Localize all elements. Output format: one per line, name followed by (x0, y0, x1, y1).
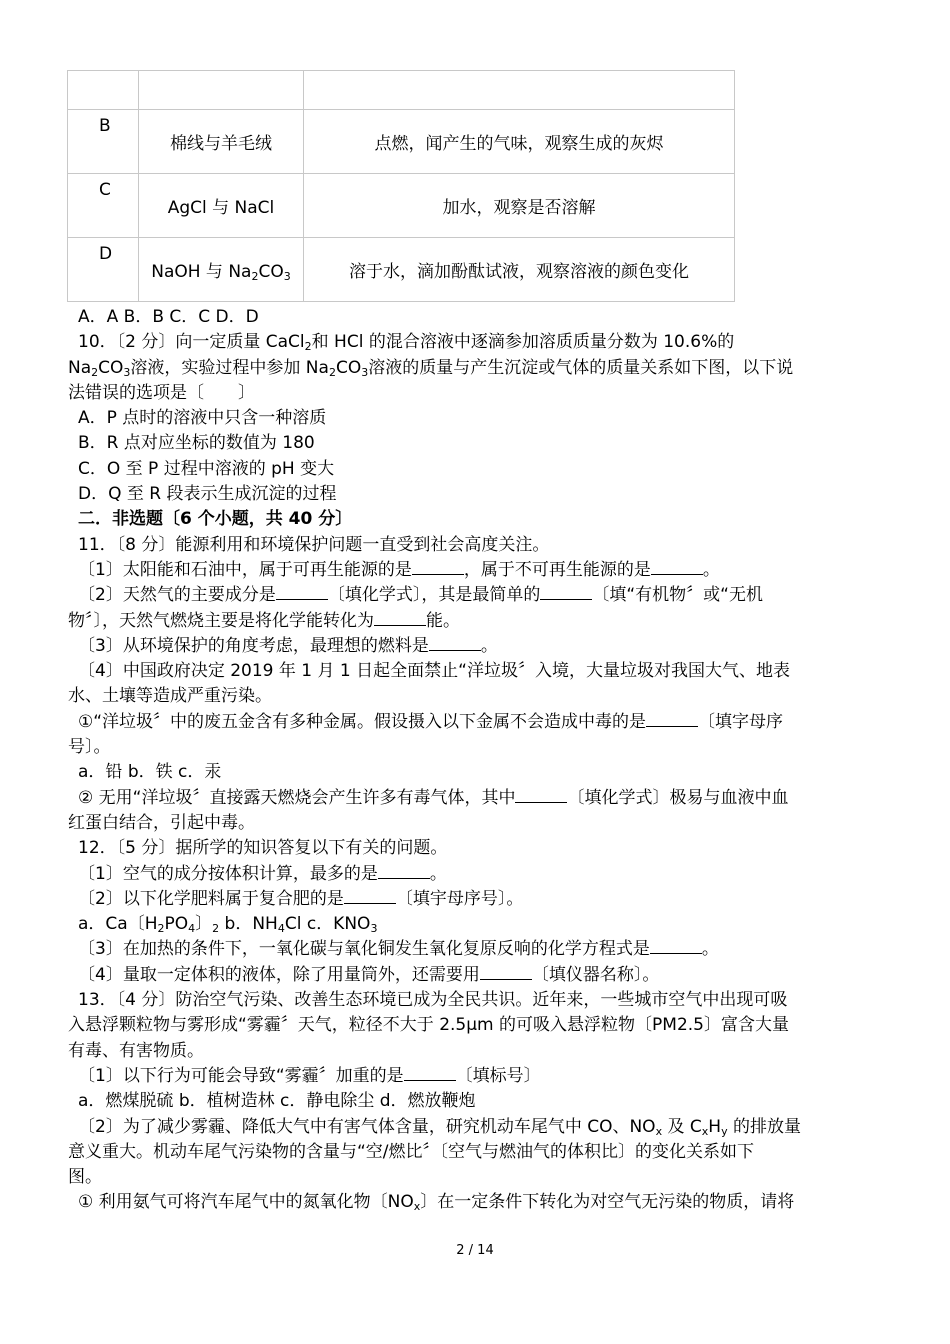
answer-blank[interactable] (412, 558, 464, 575)
row-label: C (68, 174, 139, 238)
q13-part2: 意义重大。机动车尾气污染物的含量与“空/燃比〞〔空气与燃油气的体积比〕的变化关系如下 (68, 1141, 755, 1162)
answer-blank[interactable] (651, 558, 703, 575)
page-number: 2 / 14 (456, 1243, 494, 1258)
q10-option-d: D．Q 至 R 段表示生成沉淀的过程 (78, 484, 337, 505)
row-method: 点燃，闻产生的气味，观察生成的灰烬 (304, 110, 735, 174)
answer-blank[interactable] (515, 786, 567, 803)
q13-part1: 〔1〕以下行为可能会导致“雾霾〞加重的是 〔填标号〕 (78, 1065, 541, 1086)
q10-stem: $Na_2CO_3$溶液，实验过程中参加 $Na_2CO_3$溶液的质量与产生沉淀或气体的质量关系如下图，以下说 (68, 357, 794, 379)
question-text (68, 305, 886, 1216)
answer-blank[interactable] (404, 1064, 456, 1081)
q13-stem: 有毒、有害物质。 (68, 1040, 204, 1061)
q11-sub1-options: a．铅 b．铁 c．汞 (78, 762, 222, 783)
answer-blank[interactable] (650, 937, 702, 954)
q11-part3: 〔3〕从环境保护的角度考虑，最理想的燃料是 。 (78, 635, 498, 656)
row-method (304, 71, 735, 110)
row-item: 棉线与羊毛绒 (139, 110, 304, 174)
q10-option-c: C．O 至 P 过程中溶液的 pH 变大 (78, 458, 335, 479)
q13-part2: 〔2〕为了减少雾霾、降低大气中有害气体含量，研究机动车尾气中 CO、$NO_x$ 及 $C_xH_y$ 的排放量 (78, 1116, 802, 1138)
q11-part2: 〔2〕天然气的主要成分是 〔填化学式〕，其是最简单的 〔填“有机物〞或“无机 (78, 585, 763, 606)
row-label (68, 71, 139, 110)
q9-options: A．A B．B C．C D．D (78, 307, 259, 327)
q11-sub2: ② 无用“洋垃圾〞直接露天燃烧会产生许多有毒气体，其中 〔填化学式〕极易与血液中血 (78, 787, 789, 808)
q11-part1: 〔1〕太阳能和石油中，属于可再生能源的是 ，属于不可再生能源的是 。 (78, 559, 720, 580)
answer-blank[interactable] (344, 887, 396, 904)
q11-title: 11．〔8 分〕能源利用和环境保护问题一直受到社会高度关注。 (78, 534, 550, 555)
q10-stem: 法错误的选项是〔 〕 (68, 382, 255, 403)
answer-blank[interactable] (378, 862, 430, 879)
answer-blank[interactable] (374, 609, 426, 626)
answer-blank[interactable] (540, 583, 592, 600)
q13-part2: 图。 (68, 1167, 102, 1188)
row-method: 加水，观察是否溶解 (304, 174, 735, 238)
row-label: B (68, 110, 139, 174)
q11-sub2: 红蛋白结合，引起中毒。 (68, 812, 255, 833)
q10-option-b: B．R 点对应坐标的数值为 180 (78, 433, 315, 454)
q13-title: 13．〔4 分〕防治空气污染、改善生态环境已成为全民共识。近年来，一些城市空气中出现可吸 (78, 990, 788, 1011)
q11-sub1: ①“洋垃圾〞中的废五金含有多种金属。假设摄入以下金属不会造成中毒的是 〔填字母序 (78, 711, 784, 732)
table-row (68, 238, 735, 302)
q12-part2: 〔2〕以下化学肥料属于复合肥的是 〔填宇母序号〕。 (78, 888, 524, 909)
answer-blank[interactable] (646, 710, 698, 727)
table-row (68, 71, 735, 110)
row-method: 溶于水，滴加酚酞试液，观察溶液的颜色变化 (304, 238, 735, 302)
q10-stem: 10．〔2 分〕向一定质量 CaCl$_2$和 HCl 的混合溶液中逐滴参加溶质质量分数为 10.6%的 (78, 332, 735, 354)
q11-part4: 水、土壤等造成严重污染。 (68, 686, 272, 707)
q13-part1-options: a．燃煤脱硫 b．植树造林 c．静电除尘 d．燃放鞭炮 (78, 1091, 476, 1112)
q13-stem: 入悬浮颗粒物与雾形成“雾霾〞天气，粒径不大于 2.5μm 的可吸入悬浮粒物〔PM2.5〕富含大量 (68, 1015, 789, 1036)
q11-part4: 〔4〕中国政府决定 2019 年 1 月 1 日起全面禁止“洋垃圾〞入境，大量垃圾对我国大气、地表 (78, 661, 790, 682)
table-row (68, 174, 735, 238)
section-heading: 二．非选题〔6 个小题，共 40 分〕 (78, 509, 353, 530)
options-table (67, 70, 735, 302)
row-item: AgCl 与 NaCl (139, 174, 304, 238)
answer-blank[interactable] (480, 963, 532, 980)
q12-part2-options: a．Ca〔$H_2PO_4$〕$_2$ b．$NH_4Cl$ c．$KNO_3$ (78, 914, 378, 936)
q11-part2: 物〞〕，天然气燃烧主要是将化学能转化为 能。 (68, 610, 460, 631)
q12-part4: 〔4〕量取一定体积的液体，除了用量筒外，还需要用 〔填仪器名称〕。 (78, 964, 660, 985)
answer-blank[interactable] (276, 583, 328, 600)
q11-sub1: 号〕。 (68, 737, 111, 758)
row-item: NaOH 与 $Na_2CO_3$ (139, 238, 304, 302)
q12-part3: 〔3〕在加热的条件下，一氧化碳与氧化铜发生氧化复原反响的化学方程式是 。 (78, 939, 719, 960)
q12-title: 12．〔5 分〕据所学的知识答复以下有关的问题。 (78, 838, 448, 859)
row-label: D (68, 238, 139, 302)
answer-blank[interactable] (429, 634, 481, 651)
q13-sub1: ① 利用氨气可将汽车尾气中的氮氧化物〔$NO_x$〕在一定条件下转化为对空气无污染的物质，请将 (78, 1192, 795, 1214)
table-row (68, 110, 735, 174)
q10-option-a: A．P 点时的溶液中只含一种溶质 (78, 408, 327, 429)
q12-part1: 〔1〕空气的成分按体积计算，最多的是 。 (78, 863, 447, 884)
row-item (139, 71, 304, 110)
